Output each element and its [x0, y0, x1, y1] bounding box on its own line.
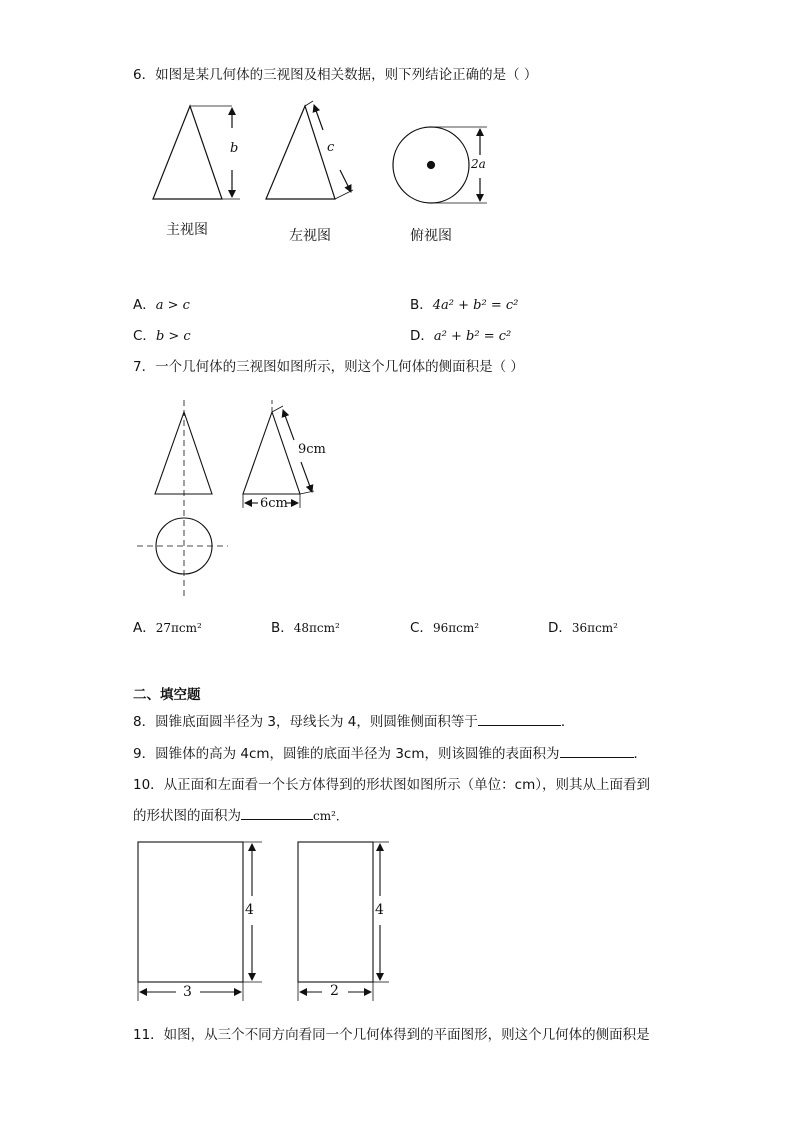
q6-dim-b: b [230, 141, 239, 156]
q7-stem: 7．一个几何体的三视图如图所示，则这个几何体的侧面积是（ ） [133, 359, 524, 375]
q9-text: 9．圆锥体的高为 4cm，圆锥的底面半径为 3cm，则该圆锥的表面积为 ． [133, 746, 647, 762]
q10-left-height: 4 [375, 902, 384, 918]
q7-option-d[interactable]: D．36πcm² [548, 620, 618, 636]
q10-front-width: 3 [183, 984, 192, 1000]
q8-answer-blank[interactable] [478, 712, 561, 726]
q6-option-d[interactable]: D．a² + b² = c² [410, 328, 512, 344]
q6-front-view-label: 主视图 [166, 222, 208, 238]
q6-left-view [266, 101, 353, 199]
q7-dim-base: 6cm [260, 496, 288, 511]
q7-option-b[interactable]: B．48πcm² [271, 620, 340, 636]
q10-line2: 的形状图的面积为 cm²． [133, 808, 348, 824]
q9-answer-blank[interactable] [560, 744, 634, 758]
q6-top-view-label: 俯视图 [410, 228, 452, 244]
q7-option-c[interactable]: C．96πcm² [410, 620, 480, 636]
q11-text: 11．如图，从三个不同方向看同一个几何体得到的平面图形，则这个几何体的侧面积是 [133, 1027, 650, 1043]
q10-left-rect [298, 842, 389, 1001]
q6-option-c[interactable]: C．b > c [133, 328, 191, 344]
q7-option-a[interactable]: A．27πcm² [133, 620, 202, 636]
q8-text: 8．圆锥底面圆半径为 3，母线长为 4，则圆锥侧面积等于 ． [133, 714, 575, 730]
q10-front-height: 4 [245, 902, 254, 918]
section-title: 二、填空题 [133, 687, 201, 703]
q6-left-view-label: 左视图 [289, 228, 331, 244]
q10-line1: 10．从正面和左面看一个长方体得到的形状图如图所示（单位：cm），则其从上面看到 [133, 777, 651, 793]
q7-dim-slant: 9cm [298, 442, 326, 457]
q6-front-view [153, 106, 240, 199]
q6-stem: 6．如图是某几何体的三视图及相关数据，则下列结论正确的是（ ） [133, 67, 538, 83]
q6-dim-c: c [327, 140, 335, 155]
q7-front-view [155, 400, 212, 600]
q6-dim-2a: 2a [471, 157, 486, 171]
q10-left-width: 2 [330, 983, 339, 999]
q10-answer-blank[interactable] [241, 806, 313, 820]
q10-front-rect [138, 842, 262, 1001]
q6-option-b[interactable]: B．4a² + b² = c² [410, 297, 519, 313]
q6-option-a[interactable]: A．a > c [133, 297, 190, 313]
q7-top-view [137, 518, 228, 574]
